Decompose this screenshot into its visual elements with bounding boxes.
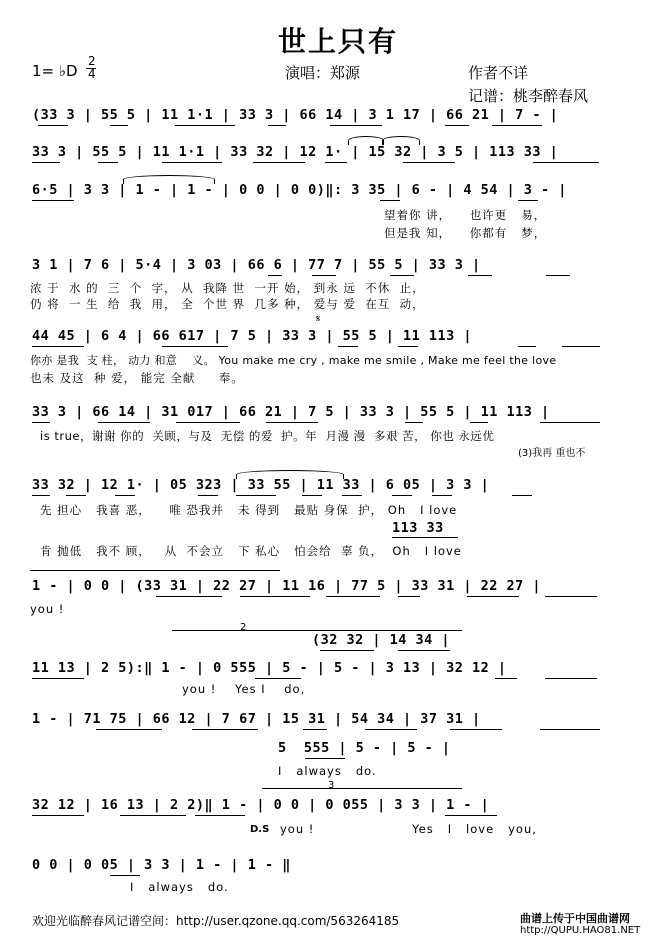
notation-row-9: 11 13 | 2 5):‖ 1 - | 0 555 | 5 - | 5 - | 3 13 | 32 12 | [32, 660, 507, 676]
notation-row-7: 33 32 | 12 1· | 05 323 | 33 55 | 11 33 | 6 05 | 3 3 | [32, 477, 490, 493]
lyric-row-7-verse-1: 先 担心 我喜 恶， 唯 恐我并 未 得到 最贴 身保 护， Oh I love [40, 503, 458, 517]
time-signature-bottom: 4 [88, 67, 96, 81]
notation-row-6: 33 3 | 66 14 | 31 017 | 66 21 | 7 5 | 33 3 | 55 5 | 11 113 | [32, 404, 550, 420]
notation-row-8: 1 - | 0 0 | (33 31 | 22 27 | 11 16 | 77 5 | 33 31 | 22 27 | [32, 578, 542, 594]
lyric-row-6-verse-3: (3)我再 重也不 [518, 448, 586, 459]
lower-notation-row-10: 5 555 | 5 - | 5 - | [278, 740, 451, 756]
lyric-row-5-verse-1: 你亦 是我 支 柱， 动力 和意 义。 You make me cry , make me smile , Make me feel the love [30, 354, 557, 367]
volta-3-label: 3 [328, 780, 335, 791]
lyric-row-3-verse-1: 望着你 讲， 也许更 易， [384, 208, 547, 222]
notation-row-10: 1 - | 71 75 | 66 12 | 7 67 | 15 31 | 54 34 | 37 31 | [32, 711, 481, 727]
upper-notation-row-9: (32 32 | 14 34 | [312, 632, 451, 648]
transcriber-credit: 记谱：桃李醉春风 [468, 87, 589, 105]
notation-row-3: 6·5 | 3 3 | 1 - | 1 - | 0 0 | 0 0)‖: 3 35 | 6 - | 4 54 | 3 - | [32, 182, 567, 198]
lyric-row-5-verse-2: 也未 及这 种 爱， 能完 全献 奉。 [30, 371, 244, 385]
notation-row-2: 33 3 | 55 5 | 11 1·1 | 33 32 | 12 1· | 15 32 | 3 5 | 113 33 | [32, 144, 559, 160]
lyric-row-3-verse-2: 但是我 知， 你都有 梦， [384, 226, 547, 240]
lyric-row-6-verse-1: is true，谢谢 你的 关顾，与及 无偿 的爱 护。年 月漫 漫 多艰 苦， 你也 永远优 [40, 429, 495, 443]
lyric-row-10-verse-1: I always do. [278, 764, 377, 778]
ds-marker: D.S [250, 824, 270, 835]
lyric-row-7-verse-2: 肯 抛低 我不 顾， 从 不会立 下 私心 怕会给 辜 负， Oh I love [40, 544, 462, 558]
lyric-row-8-verse-1: you ! [30, 602, 65, 616]
footer-welcome-text: 欢迎光临醉春风记谱空间：http://user.qzone.qq.com/563264185 [32, 914, 400, 928]
lyric-row-9-verse-1: you ! Yes I do, [182, 682, 306, 696]
notation-row-12: 0 0 | 0 05 | 3 3 | 1 - | 1 - ‖ [32, 857, 291, 873]
author-credit: 作者不详 [468, 64, 529, 82]
time-signature-top: 2 [88, 54, 96, 68]
lyric-row-4-verse-1: 浓 于 水 的 三 个 字， 从 我降 世 一开 始， 到永 远 不休 止， [30, 281, 425, 295]
notation-row-4: 3 1 | 7 6 | 5·4 | 3 03 | 66 6 | 77 7 | 55 5 | 33 3 | [32, 257, 481, 273]
segno-icon: 𝄋 [316, 314, 321, 325]
key-signature: 1= ♭D [32, 62, 78, 80]
lyric-row-11-verse-1: you ! Yes I love you, [280, 822, 537, 836]
footer-site-url: http://QUPU.HAO81.NET [520, 925, 641, 936]
notation-row-5: 44 45 | 6 4 | 66 617 | 7 5 | 33 3 | 55 5 | 11 113 | [32, 328, 473, 344]
footer-site-name: 曲谱上传于中国曲谱网 [520, 912, 630, 925]
alt-notation-row-7: 113 33 [392, 520, 444, 536]
volta-2-label: 2 [240, 622, 247, 633]
singer-credit: 演唱：郑源 [285, 64, 361, 82]
notation-row-1: (33 3 | 55 5 | 11 1·1 | 33 3 | 66 14 | 3 1 17 | 66 21 | 7 - | [32, 107, 559, 123]
notation-row-11: 32 12 | 16 13 | 2 2)‖ 1 - | 0 0 | 0 055 | 3 3 | 1 - | [32, 797, 490, 813]
lyric-row-12-verse-1: I always do. [130, 880, 229, 894]
song-title: 世上只有 [278, 25, 399, 58]
lyric-row-4-verse-2: 仍 将 一 生 给 我 用， 全 个世 界 几多 种， 爱与 爱 在互 动， [30, 297, 425, 311]
